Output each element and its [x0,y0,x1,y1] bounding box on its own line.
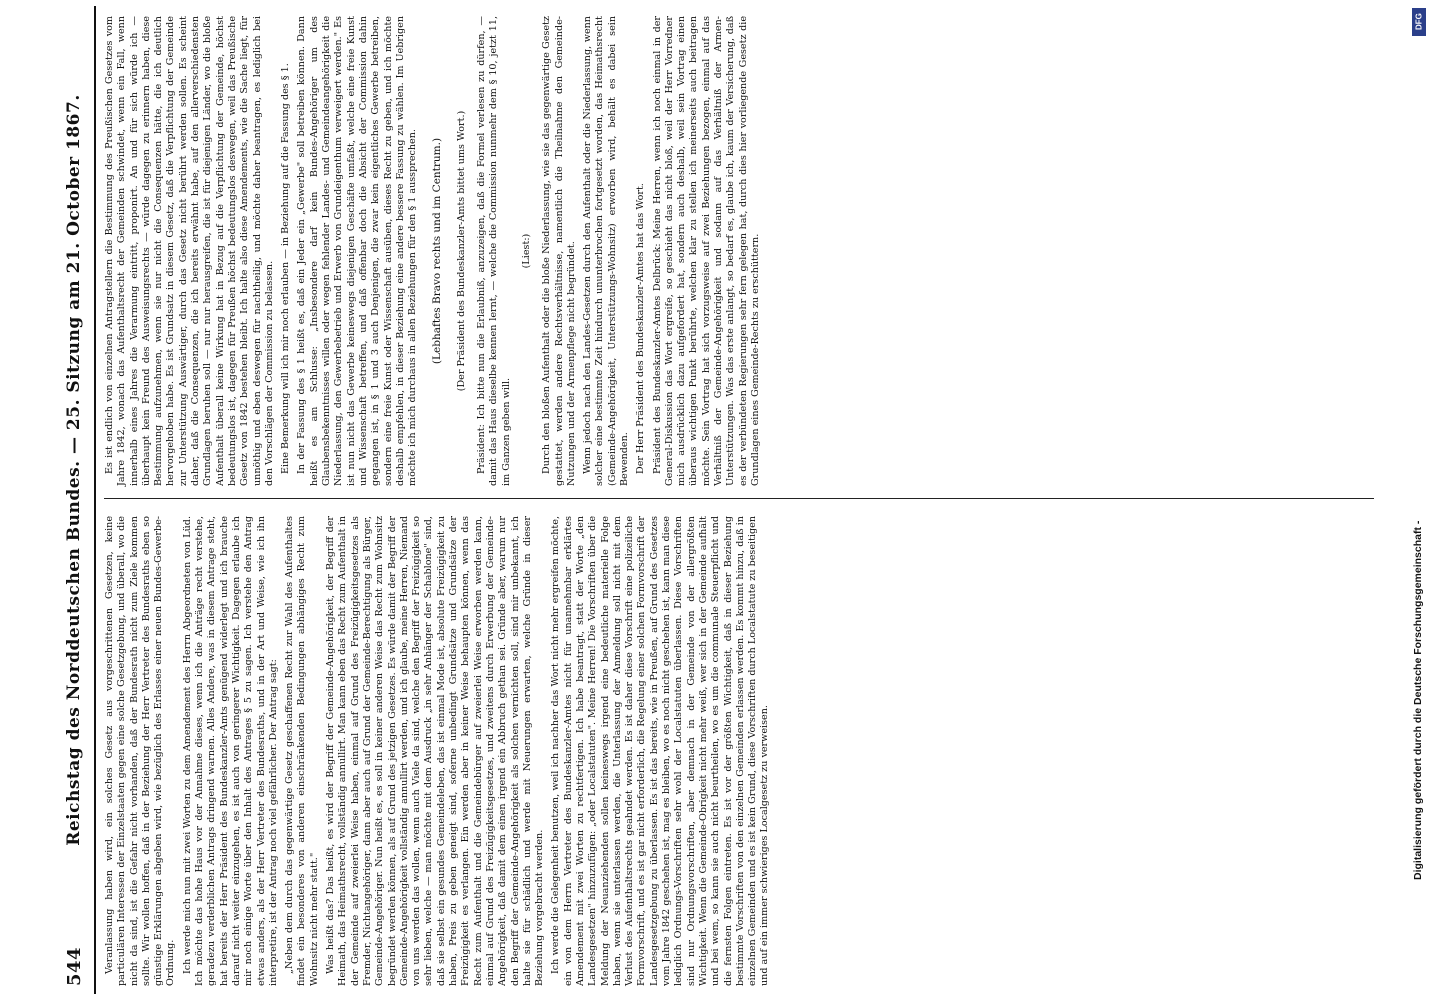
header-rule [94,6,96,994]
speaker-paragraph: Präsident des Bundeskanzler-Amtes Delbrück: Meine Herren, wenn ich noch einmal in der General-Diskussion das Wort ergreife, so geschieht das nicht bloß, weil der Herr Vorredner mich ausdrücklich dazu aufgefordert hat, sondern auch deshalb, weil sein Vortrag einen überaus wichtigen Punkt berührte, welchen klar zu stellen ich meinerseits auch beitragen möchte. Sein Vortrag hat sich vorzugsweise auf zwei Beziehungen bezogen, einmal auf das Verhältniß der Gemeinde-Angehörigkeit und sodann auf das Verhältniß der Armen-Unterstützungen. Was das erste anlangt, so bedarf es, glaube ich, kaum der Versicherung, daß es der verbündeten Regierungen sehr fern gelegen hat, durch dies hier vorliegende Gesetz die Grundlagen eines Gemeinde-Rechts zu erschüttern. [651,16,761,486]
paragraph: Ich werde die Gelegenheit benutzen, weil ich nachher das Wort nicht mehr ergreifen möchte, ein von dem Herrn Vertreter des Bundeskanzler-Amtes nicht für unannehmbar erklärtes Amendement mit zwei Worten zu rechtfertigen. Ich habe beantragt, statt der Worte „den Landesgesetzen" hinzuzufügen: „oder Localstatuten". Meine Herren! Die Vorschriften über die Meldung der Neuanziehenden sollen keineswegs irgend eine bedeutliche materielle Folge haben, wenn sie unterlassen werden, die Unterlassung der Anmeldung soll nicht mit dem Verlust des Aufenthaltsrechts geahndet werden. Es ist daher diese Vorschrift eine polizeiliche Formvorschrift, und es ist gar nicht erforderlich, die Regelung einer solchen Formvorschrift der Landesgesetzgebung zu überlassen. Es ist das bereits, wie in Preußen, auf Grund des Gesetzes vom Jahre 1842 geschehen ist, mag es bleiben, wo es noch nicht geschehen ist, kann man diese lediglich Ordnungs-Vorschriften sehr wohl der Localstatuten überlassen. Diese Vorschriften sind nur Ordnungsvorschriften, aber demnach in der Gemeinde von der allergrößten Wichtigkeit. Wenn die Gemeinde-Obrigkeit nicht mehr weiß, wer sich in der Gemeinde aufhält und bei wem, so kann sie auch nicht beurtheilen, wo es um die communale Steuerpflicht und die fernsten Folgen eintreten. Es ist vor der größten Wichtigkeit, daß in dieser Beziehung bestimmte Vorschriften von den einzelnen Gemeinden erlassen werden. Es kommt hinzu, daß in einzelnen Gemeinden und es ist kein Grund, diese Vorschriften durch Localstatute zu beseitigen und auf ein immer schwieriges Localgesetz zu verweisen. [550,516,771,986]
stage-direction: (Der Präsident des Bundeskanzler-Amts bittet ums Wort.) [455,110,467,392]
newspaper-page [50,0,1380,1000]
paragraph: Eine Bemerkung will ich mir noch erlauben — in Beziehung auf die Fassung des § 1. [280,63,292,474]
stage-direction: (Liest:) [520,233,532,269]
page-body [104,14,1374,986]
paragraph: Es ist endlich von einzelnen Antragstellern die Bestimmung des Preußischen Gesetzes vom Jahre 1842, wonach das Aufenthaltsrecht der Gemeinden schwindet, wenn ein Fall, wenn innerhalb eines Jahres die Verarmung eintritt, proponirt. An und für sich würde ich — überhaupt kein Freund des Ausweisungsrechts — würde dagegen zu erinnern haben, diese Bestimmung aufzunehmen, wenn sie nur nicht die Consequenzen hätte, die ich deutlich hervorgehoben habe. Es ist Grundsatz in diesem Gesetz, daß die Verpflichtung der Gemeinde zur Unterstützung Auswärtiger, durch das Gesetz nicht berührt werden sollen. Es scheint daher, daß die Consequenzen, die ich bereits erwähnt habe, auf den allerverschiedensten Grundlagen beruhen soll — nur nur herausgreifen, die ist für diejenigen Länder, wo die bloße Aufenthalt überall keine Wirkung hat in Bezug auf die Verpflichtung der Gemeinde, höchst bedeutungslos ist, dagegen für Preußen höchst bedeutungslos deswegen, weil das Preußische Gesetz von 1842 bestehen bleibt. Ich halte also diese Amendements, wie die Sache liegt, für unnöthig und eben deswegen für nachtheilig, und möchte daher beantragen, es lediglich bei den Vorschlägen der Commission zu belassen. [104,16,275,486]
page-title: Reichstag des Norddeutschen Bundes. — 25. Sitzung am 21. October 1867. [64,94,84,846]
quoted-law-text: Durch den bloßen Aufenthalt oder die bloße Niederlassung, wie sie das gegenwärtige Gesetz gestattet, werden andere Rechtsverhältnisse, namentlich die Theilnahme den Gemeinde-Nutzungen und der Armenpflege nicht begründet. [541,16,577,486]
right-column [104,16,1374,486]
page-number: 544 [63,946,85,986]
speaker-paragraph: Präsident: Ich bitte nun die Erlaubniß, anzuzeigen, daß die Formel verlesen zu dürfen, — damit das Haus dieselbe kennen lernt, — welche die Commission nunmehr dem § 10, jetzt 11, im Ganzen geben will. [476,16,512,486]
digitization-note: Digitalisierung gefördert durch die Deutsche Forschungsgemeinschaft - [1412,520,1424,880]
column-divider [104,498,1374,499]
quoted-law-text: Wenn jedoch nach den Landes-Gesetzen durch den Aufenthalt oder die Niederlassung, wenn solcher eine bestimmte Zeit hindurch ununterbrochen fortgesetzt worden, das Heimathsrecht (Gemeinde-Angehörigkeit, Unterstützungs-Wohnsitz) erworben wird, behält es dabei sein Bewenden. [582,16,630,486]
page-header [56,14,92,986]
paragraph: Veranlassung haben wird, ein solches Gesetz aus vorgeschrittenen Gesetzen, keine particulären Interessen der Einzelstaaten gegen eine solche Gesetzgebung, und überall, wo die nicht da sind, ist die Gefahr nicht vorhanden, daß der Bundesrath nicht zum Ziele kommen sollte. Wir wollen hoffen, daß in der Beziehung der Herr Vertreter des Bundesraths eben so günstige Erklärungen abgeben wird, wie bezüglich des Erlasses einer neuen Bundes-Gewerbe-Ordnung. [104,516,177,986]
dfg-logo: DFG [1412,8,1426,36]
stage-direction: (Lebhaftes Bravo rechts und im Centrum.) [431,137,444,365]
paragraph: Was heißt das? Das heißt, es wird der Begriff der Gemeinde-Angehörigkeit, der Begriff der Heimath, das Heimathsrecht, vollständig annullirt. Man kann eben das Recht zum Aufenthalt in der Gemeinde auf zweierlei Weise haben, einmal auf Grund des Freizügigkeitsgesetzes als Fremder, Nichtangehöriger, dann aber auch auf Grund der Gemeinde-Berechtigung als Bürger, Gemeinde-Angehöriger. Nun heißt es, es soll in keiner anderen Weise das Recht zum Wohnsitz begründet werden können, als auf Grund des jetzigen Gesetzes. Es würde damit der Begriff der Gemeinde-Angehörigkeit vollständig annullirt werden, und ich glaube, meine Herren, Niemand von uns werden das wollen, wenn auch Viele da sind, welche den Begriff der Freizügigkeit so sehr lieben, welche — man möchte mit dem Ausdruck „in sehr Anhänger der Schablone" sind, daß sie selbst ein gesundes Gemeindeleben, das ist einmal Mode ist, absolute Freizügigkeit zu haben, Preis zu geben geneigt sind, soferne unbedingt Grundsätze und Grundsätze der Freizügigkeit es verlangen. Ein werden aber in keiner Weise behaupten können, wenn das Recht zum Aufenthalt und die Gemeindebürger auf zweierlei Weise erworben werden kann, einmal auf Grund des Freizügigkeitsgesetzes, und zweitens durch Erwerbung der Gemeinde-Angehörigkeit, daß damit dem einen irgend ein Abbruch gethan sei. Gründe aber, warum nur den Begriff der Gemeinde-Angehörigkeit als solchen vernichten soll, sind mir unbekannt, ich halte sie für schädlich und werde mit Neuerungen erwarten, welche Gründe in dieser Beziehung vorgebracht werden. [325,516,546,986]
left-column [104,516,1374,986]
paragraph: In der Fassung des § 1 heißt es, daß ein Jeder ein „Gewerbe" soll betreiben können. Dann heißt es am Schlusse: „Insbesondere darf kein Bundes-Angehöriger um des Glaubensbekenntnisses willen oder wegen fehlender Landes- und Gemeindeangehörigkeit die Niederlassung, den Gewerbebetrieb und Erwerb von Grundeigenthum verweigert werden." Es ist nun nicht das Gewerbe keineswegs diejenigen Geschäfte umfaßt, welche eine freie Kunst und Wissenschaft betreffen, und daß offenbar doch die Absicht der Commission dahin gegangen ist, in § 1 und 3 auch Denjenigen, die zwar kein eigentliches Gewerbe betreiben, sondern eine freie Kunst oder Wissenschaft ausüben, dieses Recht zu geben, und ich möchte deshalb empfehlen, in dieser Beziehung eine andere bessere Fassung zu wählen. Im Uebrigen möchte ich mich durchaus in allen Beziehungen für den § 1 aussprechen. [296,16,419,486]
quotation: „Neben dem durch das gegenwärtige Gesetz geschaffenen Recht zur Wahl des Aufenthaltes findet ein besonderes von anderen einschränkenden Bedingungen abhängiges Recht zum Wohnsitz nicht mehr statt." [284,516,320,986]
paragraph: Der Herr Präsident des Bundeskanzler-Amtes hat das Wort. [635,183,647,474]
paragraph: Ich werde mich nun mit zwei Worten zu dem Amendement des Herrn Abgeordneten von Lüd. Ich möchte das hohe Haus vor der Annahme dieses, wenn ich die Anträge recht verstehe, geradezu verderblichen Antrags dringend warnen. Alles Andere, was in diesem Antrage steht, hat bereits der Herr Präsident des Bundeskanzler-Amts genügend widerlegt und ich brauche darauf nicht weiter einzugehen, es ist auch von geringerer Wichtigkeit. Dagegen erlaube ich mir noch einige Worte über den Inhalt des Antrages § 5 zu sagen. Ich verstehe den Antrag etwas anders, als der Herr Vertreter des Bundesraths, und in der Art und Weise, wie ich ihn interpretire, ist der Antrag noch viel gefährlicher. Der Antrag sagt: [181,516,279,986]
